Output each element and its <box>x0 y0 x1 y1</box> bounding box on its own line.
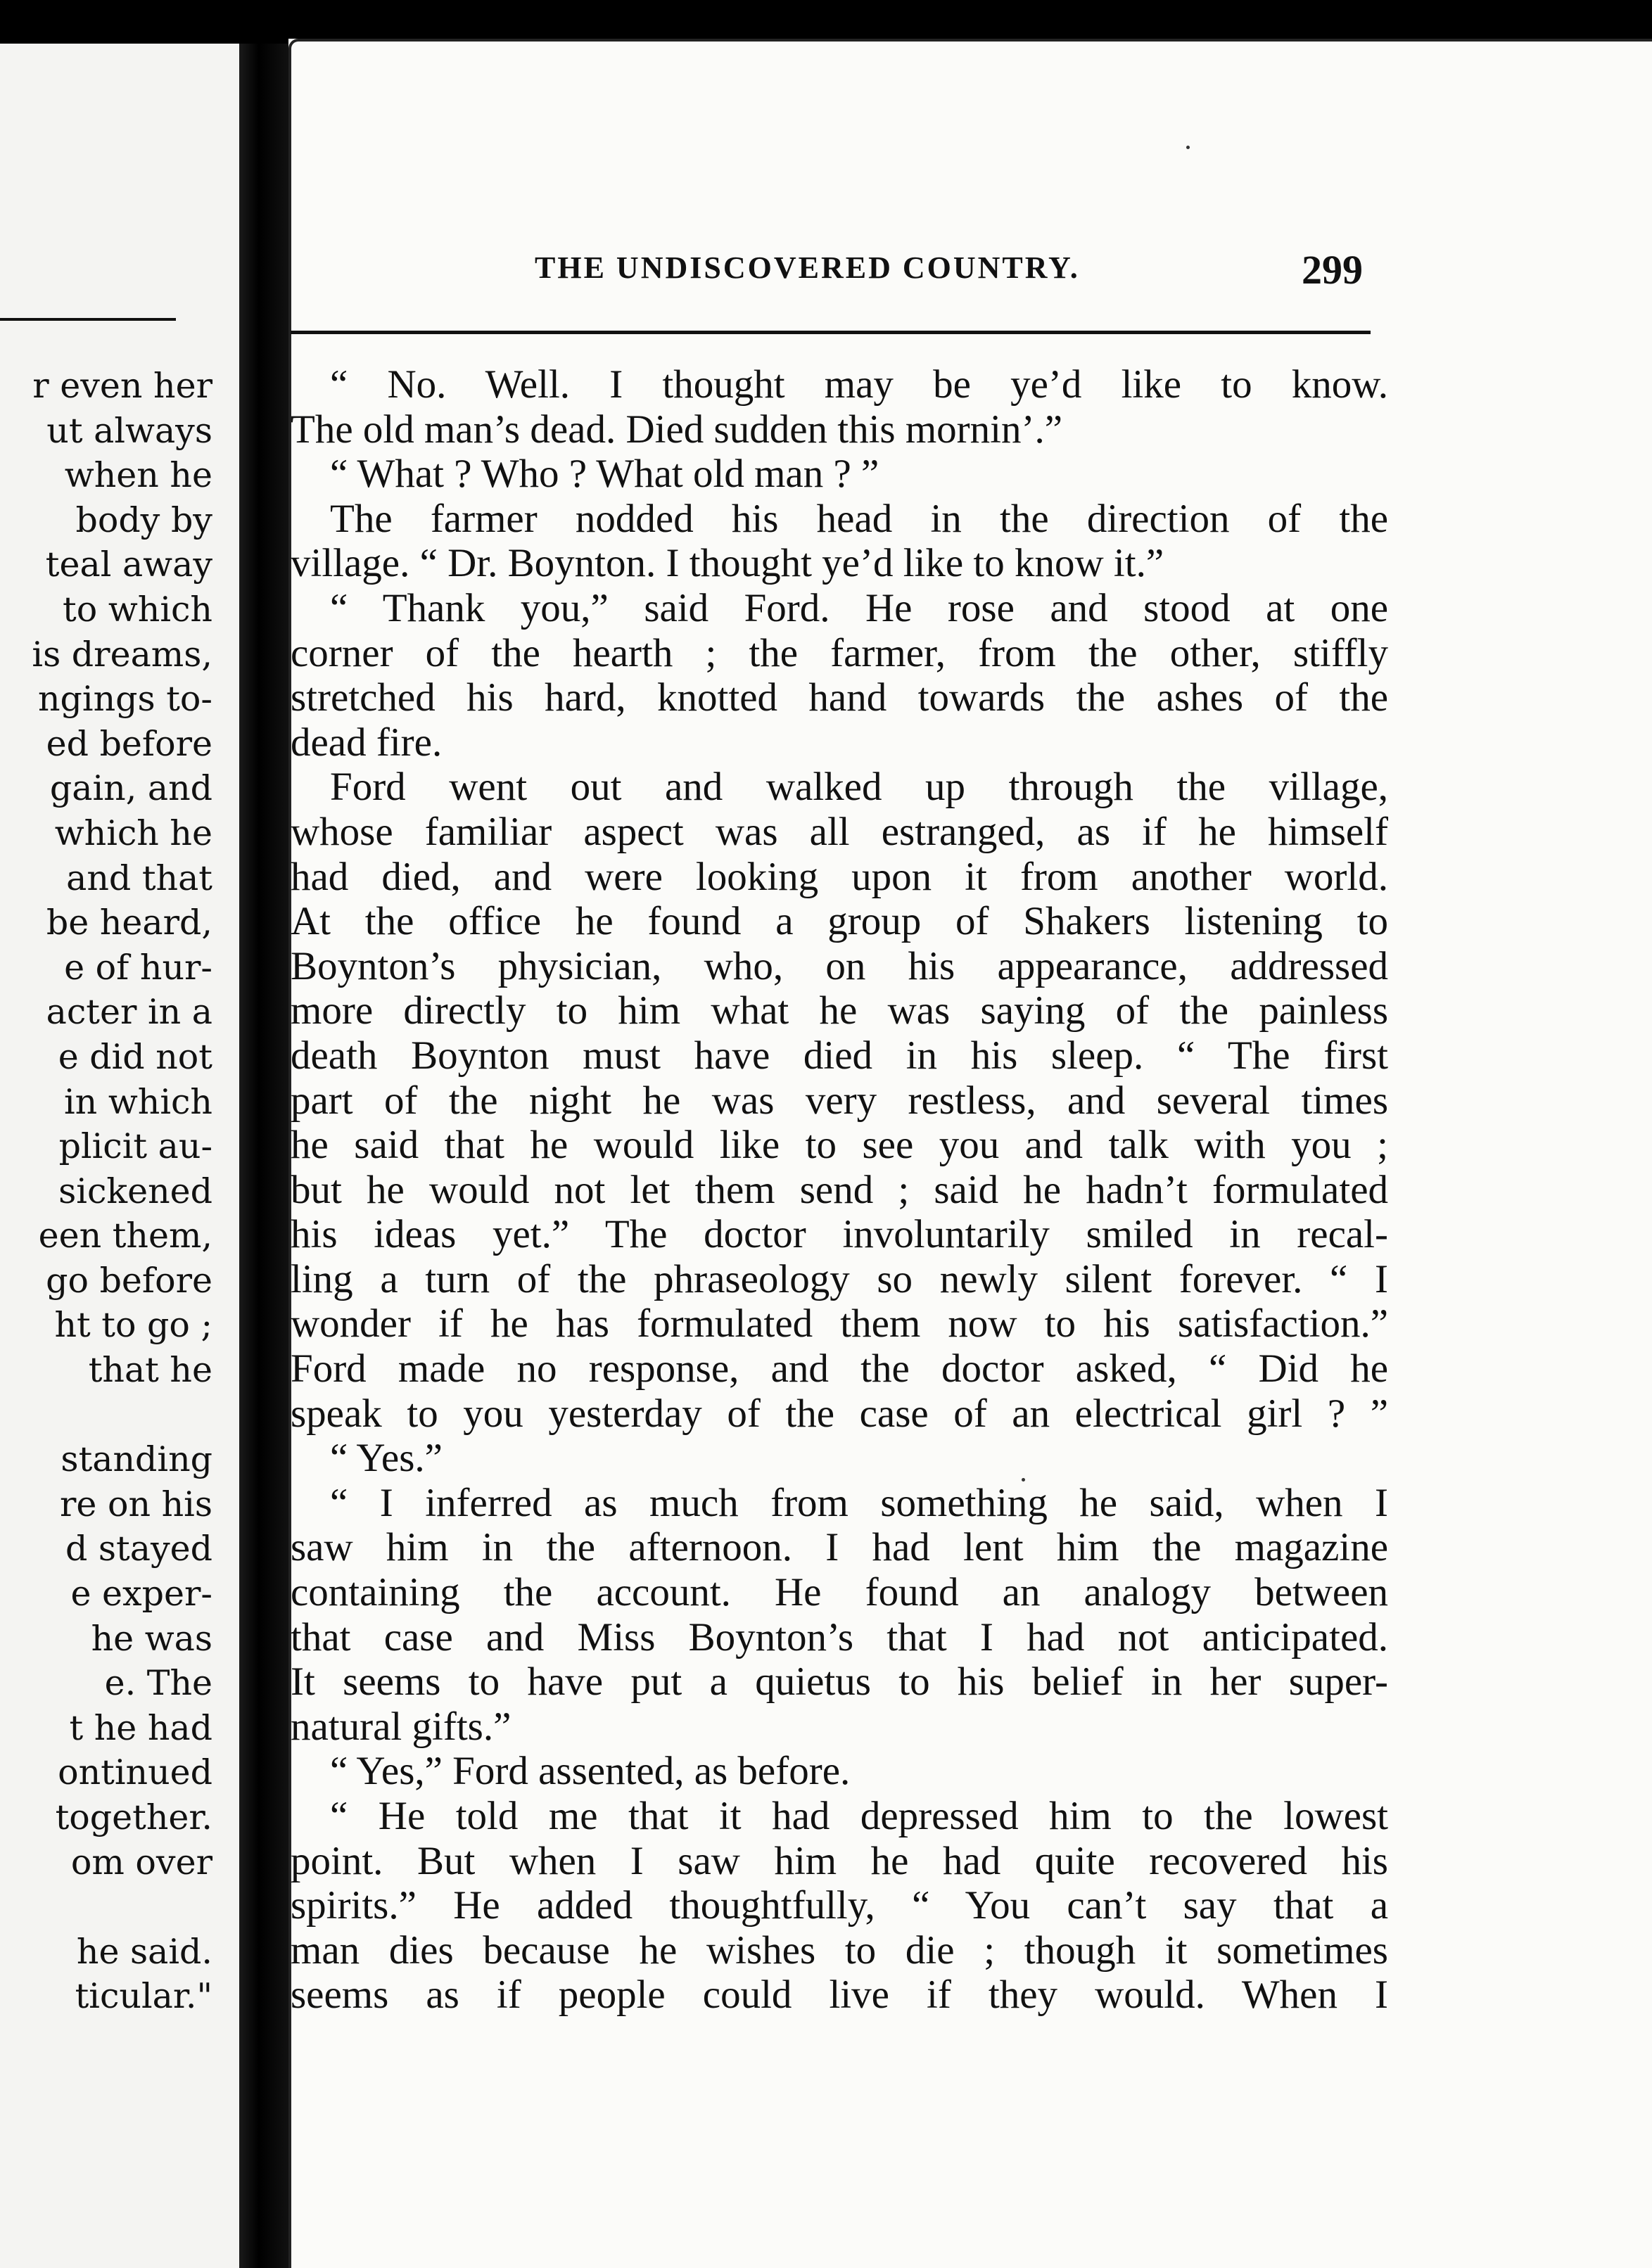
text-line: spirits.” He added thoughtfully, “ You can’t say that a <box>291 1883 1388 1928</box>
previous-page-text <box>32 364 212 2019</box>
previous-page-line: be heard, <box>46 903 212 943</box>
text-line: dead fire. <box>291 720 443 765</box>
text-line: seems as if people could live if they would. When I <box>291 1973 1388 2018</box>
previous-page-line: e exper- <box>70 1574 212 1614</box>
text-line: Ford made no response, and the doctor asked, “ Did he <box>291 1346 1388 1391</box>
text-line: had died, and were looking upon it from another world. <box>291 854 1388 899</box>
text-line: “ No. Well. I thought may be ye’d like to know. <box>330 362 1388 407</box>
text-line: containing the account. He found an analogy between <box>291 1570 1388 1615</box>
text-line: The farmer nodded his head in the direction of the <box>330 496 1388 541</box>
previous-page-line: ed before <box>46 723 212 764</box>
previous-page-line: ngings to- <box>38 679 212 720</box>
text-line: whose familiar aspect was all estranged, as if he himself <box>291 809 1388 854</box>
previous-page-line: when he <box>64 455 212 496</box>
previous-page-line: e. The <box>104 1663 212 1704</box>
previous-page-line: he said. <box>76 1931 212 1972</box>
previous-page-line: in which <box>64 1081 212 1122</box>
text-line: speak to you yesterday of the case of an electrical girl ? ” <box>291 1391 1388 1436</box>
ink-speck <box>1186 146 1190 149</box>
running-head-title: THE UNDISCOVERED COUNTRY. <box>535 250 1080 285</box>
text-line: that case and Miss Boynton’s that I had not anticipated. <box>291 1614 1388 1659</box>
previous-page-line: e did not <box>58 1036 212 1077</box>
book-gutter <box>239 44 288 2268</box>
previous-page-line: go before <box>46 1260 212 1301</box>
previous-page-line: re on his <box>59 1484 212 1524</box>
text-line: It seems to have put a quietus to his belief in her super- <box>291 1659 1388 1705</box>
previous-page-line <box>32 1393 212 1438</box>
text-line: “ I inferred as much from something he said, when I <box>330 1480 1388 1525</box>
previous-page-line: acter in a <box>46 992 212 1033</box>
text-line: his ideas yet.” The doctor involuntarily smiled in recal- <box>291 1212 1388 1257</box>
previous-page <box>0 44 239 2268</box>
text-line: corner of the hearth ; the farmer, from the other, stiffly <box>291 630 1388 675</box>
header-rule <box>291 331 1371 334</box>
text-line: At the office he found a group of Shakers listening to <box>291 899 1388 944</box>
text-line: death Boynton must have died in his sleep. “ The first <box>291 1033 1388 1078</box>
text-line: “ He told me that it had depressed him to the lowest <box>330 1794 1388 1838</box>
previous-page-line: d stayed <box>65 1529 212 1569</box>
previous-page-line: een them, <box>38 1216 212 1256</box>
previous-page-line: ht to go ; <box>54 1305 212 1346</box>
text-line: more directly to him what he was saying of the painless <box>291 988 1388 1033</box>
text-line: The old man’s dead. Died sudden this mornin’.” <box>291 407 1063 452</box>
previous-page-rule <box>0 318 176 321</box>
text-line: part of the night he was very restless, and several times <box>291 1078 1388 1123</box>
text-line: “ What ? Who ? What old man ? ” <box>330 452 879 497</box>
previous-page-line: standing <box>61 1439 212 1480</box>
previous-page-line: r even her <box>32 366 212 406</box>
previous-page-line: ut always <box>46 410 212 451</box>
previous-page-line: teal away <box>45 544 212 585</box>
previous-page-line: he was <box>91 1618 212 1659</box>
previous-page-line: sickened <box>58 1171 212 1211</box>
text-line: ling a turn of the phraseology so newly silent forever. “ I <box>291 1256 1388 1301</box>
text-line: Boynton’s physician, who, on his appearance, addressed <box>291 943 1388 988</box>
previous-page-line: which he <box>54 813 212 853</box>
previous-page-line: ticular." <box>75 1976 212 2017</box>
text-line: Ford went out and walked up through the village, <box>330 765 1388 810</box>
text-line: but he would not let them send ; said he hadn’t formulated <box>291 1167 1388 1212</box>
previous-page-line: to which <box>63 589 212 630</box>
text-line: wonder if he has formulated them now to his satisfaction.” <box>291 1301 1388 1346</box>
previous-page-line: t he had <box>69 1707 212 1748</box>
previous-page-line: that he <box>88 1350 212 1391</box>
text-line: village. “ Dr. Boynton. I thought ye’d like to know it.” <box>291 541 1164 586</box>
page-body-text <box>291 362 1388 2018</box>
previous-page-line: is dreams, <box>32 634 212 675</box>
page-number: 299 <box>1302 247 1363 293</box>
text-line: saw him in the afternoon. I had lent him the magazine <box>291 1525 1388 1570</box>
text-line: he said that he would like to see you and talk with you ; <box>291 1123 1388 1168</box>
text-line: point. But when I saw him he had quite recovered his <box>291 1838 1388 1883</box>
previous-page-line: gain, and <box>49 768 212 809</box>
previous-page-line: and that <box>66 858 212 898</box>
previous-page-line: together. <box>55 1797 212 1837</box>
text-line: “ Yes.” <box>330 1436 443 1481</box>
previous-page-line: om over <box>70 1842 212 1882</box>
text-line: “ Thank you,” said Ford. He rose and stood at one <box>330 585 1388 630</box>
previous-page-line: body by <box>75 499 212 540</box>
text-line: “ Yes,” Ford assented, as before. <box>330 1749 851 1794</box>
text-line: man dies because he wishes to die ; though it sometimes <box>291 1928 1388 1973</box>
previous-page-line: ontinued <box>58 1752 212 1793</box>
text-line: natural gifts.” <box>291 1704 512 1749</box>
previous-page-line <box>32 1885 212 1930</box>
previous-page-line: e of hur- <box>64 947 212 988</box>
text-line: stretched his hard, knotted hand towards the ashes of the <box>291 675 1388 720</box>
previous-page-line: plicit au- <box>58 1126 212 1167</box>
